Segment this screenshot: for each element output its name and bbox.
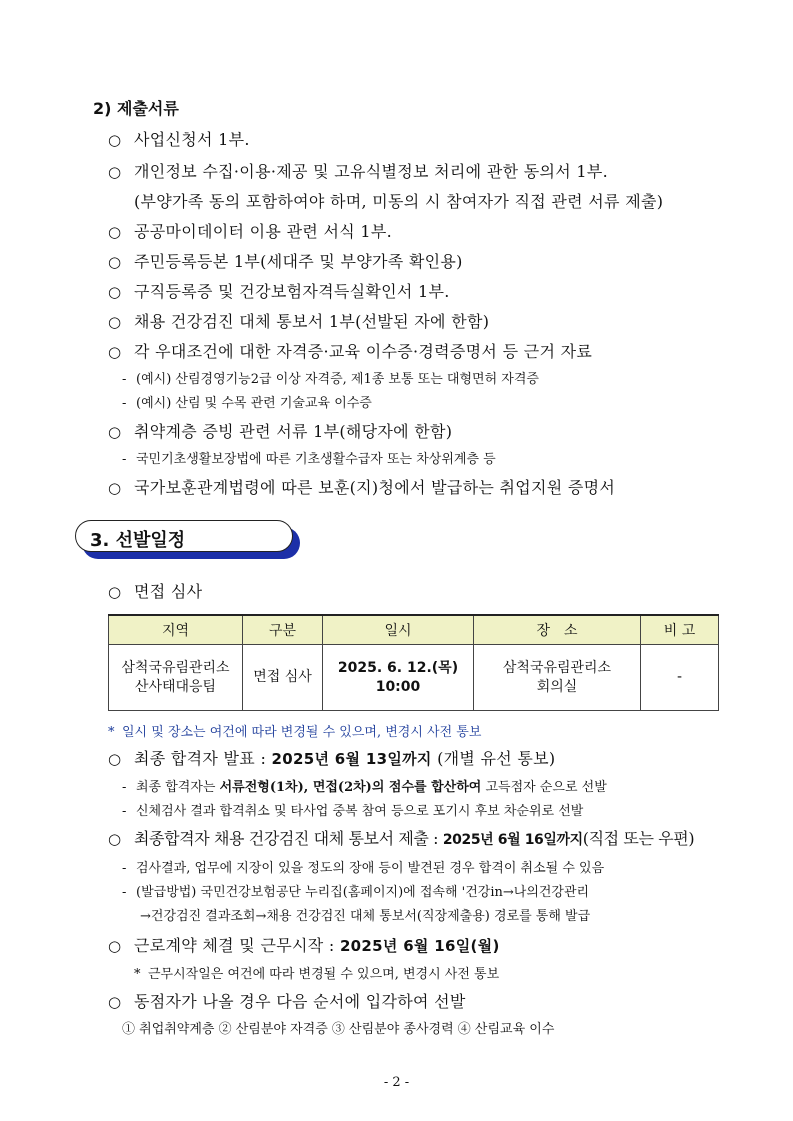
list-item: ○ 취약계층 증빙 관련 서류 1부(해당자에 한함): [108, 422, 453, 441]
health-check-submission: ○ 최종합격자 채용 건강검진 대체 통보서 제출 : 2025년 6월 16일까지(직접 또는 우편): [108, 829, 695, 848]
cell-place: 삼척국유림관리소 회의실: [474, 645, 641, 711]
list-item: ○ 국가보훈관계법령에 따른 보훈(지)청에서 발급하는 취업지원 증명서: [108, 478, 616, 497]
cell-region: 삼척국유림관리소 산사태대응팀: [109, 645, 243, 711]
list-item: ○ 주민등록등본 1부(세대주 및 부양가족 확인용): [108, 252, 463, 271]
sub-item: - 신체검사 결과 합격취소 및 타사업 중복 참여 등으로 포기시 후보 차순위로 선발: [122, 804, 584, 819]
sub-item: - (예시) 산림경영기능2급 이상 자격증, 제1종 보통 또는 대형면허 자격증: [122, 372, 539, 387]
section3-header: [75, 520, 303, 560]
sub-item: - 국민기초생활보장법에 따른 기초생활수급자 또는 차상위계층 등: [122, 452, 496, 467]
interview-label: ○ 면접 심사: [108, 582, 203, 601]
page-number: - 2 -: [383, 1075, 410, 1090]
cell-type: 면접 심사: [243, 645, 323, 711]
list-item: ○ 공공마이데이터 이용 관련 서식 1부.: [108, 222, 392, 241]
sub-item: - (예시) 산림 및 수목 관련 기술교육 이수증: [122, 396, 372, 411]
list-item: ○ 사업신청서 1부.: [108, 130, 250, 149]
tie-breaker: ○ 동점자가 나올 경우 다음 순서에 입각하여 선발: [108, 992, 466, 1011]
final-announcement: ○ 최종 합격자 발표 : 2025년 6월 13일까지 (개별 유선 통보): [108, 749, 556, 768]
contract-start: ○ 근로계약 체결 및 근무시작 : 2025년 6월 16일(월): [108, 936, 500, 955]
list-item: ○ 각 우대조건에 대한 자격증·교육 이수증·경력증명서 등 근거 자료: [108, 342, 593, 361]
header-type: 구분: [243, 615, 323, 645]
sub-item: - (발급방법) 국민건강보험공단 누리집(홈페이지)에 접속해 '건강in→나의건강관리: [122, 885, 590, 900]
schedule-note: * 일시 및 장소는 여건에 따라 변경될 수 있으며, 변경시 사전 통보: [108, 725, 482, 740]
sub-item: - 최종 합격자는 서류전형(1차), 면접(2차)의 점수를 합산하여 고득점자 순으로 선발: [122, 780, 607, 795]
tie-order: ① 취업취약계층 ② 산림분야 자격증 ③ 산림분야 종사경력 ④ 산림교육 이수: [122, 1022, 555, 1037]
contract-note: * 근무시작일은 여건에 따라 변경될 수 있으며, 변경시 사전 통보: [134, 967, 500, 982]
sub-item: - 검사결과, 업무에 지장이 있을 정도의 장애 등이 발견된 경우 합격이 취소될 수 있음: [122, 861, 605, 876]
header-note: 비 고: [641, 615, 719, 645]
header-region: 지역: [109, 615, 243, 645]
header-place: 장 소: [474, 615, 641, 645]
list-item: ○ 구직등록증 및 건강보험자격득실확인서 1부.: [108, 282, 450, 301]
list-item: ○ 채용 건강검진 대체 통보서 1부(선발된 자에 한함): [108, 312, 490, 331]
sub-item-continuation: →건강검진 결과조회→채용 건강검진 대체 통보서(직장제출용) 경로를 통해 발급: [140, 909, 591, 924]
schedule-table: [108, 614, 719, 711]
cell-datetime: 2025. 6. 12.(목) 10:00: [323, 645, 474, 711]
cell-note: -: [641, 645, 719, 711]
section2-title: 2) 제출서류: [93, 99, 179, 118]
section3-title: 3. 선발일정: [90, 530, 186, 551]
table-row: [109, 645, 719, 711]
header-datetime: 일시: [323, 615, 474, 645]
section3-header-box: [75, 520, 293, 552]
list-item: ○ 개인정보 수집·이용·제공 및 고유식별정보 처리에 관한 동의서 1부.: [108, 162, 608, 181]
table-header-row: [109, 615, 719, 645]
list-item-continuation: (부양가족 동의 포함하여야 하며, 미동의 시 참여자가 직접 관련 서류 제출): [134, 192, 664, 211]
